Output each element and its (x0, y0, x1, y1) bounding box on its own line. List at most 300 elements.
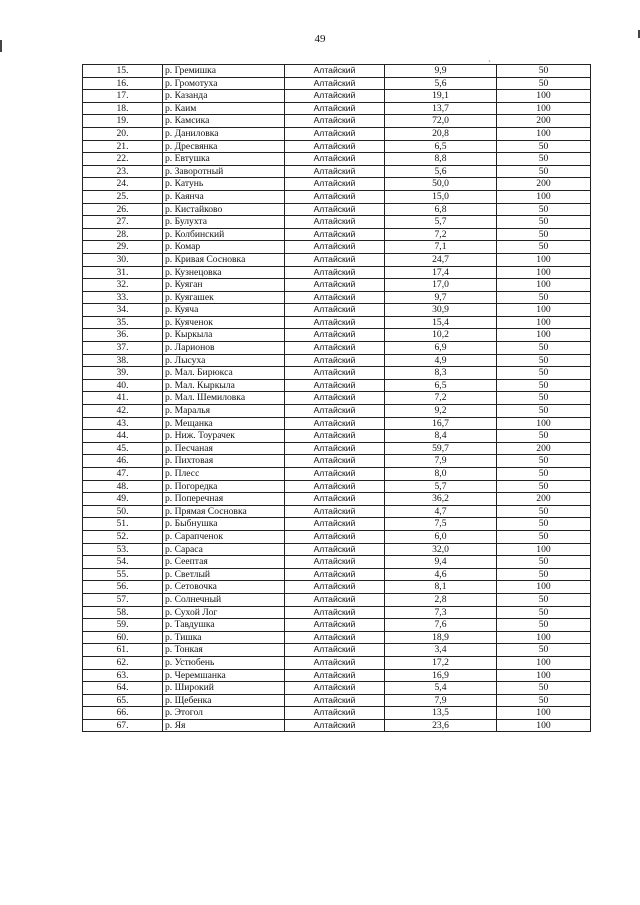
zone-width: 100 (497, 707, 591, 720)
row-number: 37. (83, 342, 163, 355)
zone-width: 50 (497, 228, 591, 241)
row-number: 64. (83, 682, 163, 695)
river-length: 15,0 (385, 190, 497, 203)
river-name: р. Колбинский (163, 228, 285, 241)
river-name: р. Кривая Сосновка (163, 253, 285, 266)
zone-width: 50 (497, 241, 591, 254)
region-name: Алтайский (285, 140, 385, 153)
table-row (83, 493, 591, 506)
river-length: 8,8 (385, 153, 497, 166)
zone-width: 100 (497, 279, 591, 292)
river-length: 6,8 (385, 203, 497, 216)
region-name: Алтайский (285, 65, 385, 78)
river-length: 19,1 (385, 90, 497, 103)
river-length: 7,3 (385, 606, 497, 619)
region-name: Алтайский (285, 279, 385, 292)
region-name: Алтайский (285, 115, 385, 128)
region-name: Алтайский (285, 518, 385, 531)
zone-width: 50 (497, 505, 591, 518)
row-number: 21. (83, 140, 163, 153)
row-number: 63. (83, 669, 163, 682)
row-number: 67. (83, 719, 163, 732)
table-row (83, 140, 591, 153)
table-row (83, 417, 591, 430)
region-name: Алтайский (285, 77, 385, 90)
region-name: Алтайский (285, 127, 385, 140)
zone-width: 100 (497, 266, 591, 279)
river-name: р. Яя (163, 719, 285, 732)
region-name: Алтайский (285, 682, 385, 695)
river-name: р. Маралья (163, 405, 285, 418)
river-name: р. Заворотный (163, 165, 285, 178)
zone-width: 50 (497, 216, 591, 229)
zone-width: 200 (497, 115, 591, 128)
row-number: 15. (83, 65, 163, 78)
table-row (83, 619, 591, 632)
zone-width: 50 (497, 153, 591, 166)
river-length: 5,6 (385, 77, 497, 90)
river-name: р. Тонкая (163, 644, 285, 657)
zone-width: 50 (497, 644, 591, 657)
river-name: р. Булухта (163, 216, 285, 229)
region-name: Алтайский (285, 190, 385, 203)
region-name: Алтайский (285, 707, 385, 720)
zone-width: 50 (497, 455, 591, 468)
row-number: 17. (83, 90, 163, 103)
row-number: 52. (83, 530, 163, 543)
row-number: 65. (83, 694, 163, 707)
table-row (83, 203, 591, 216)
river-name: р. Светлый (163, 568, 285, 581)
river-name: р. Сарапченок (163, 530, 285, 543)
river-name: р. Сараса (163, 543, 285, 556)
river-length: 9,9 (385, 65, 497, 78)
region-name: Алтайский (285, 619, 385, 632)
row-number: 57. (83, 593, 163, 606)
table-row (83, 468, 591, 481)
river-length: 7,6 (385, 619, 497, 632)
row-number: 40. (83, 379, 163, 392)
region-name: Алтайский (285, 581, 385, 594)
zone-width: 50 (497, 518, 591, 531)
table-row (83, 581, 591, 594)
row-number: 62. (83, 656, 163, 669)
zone-width: 100 (497, 127, 591, 140)
row-number: 34. (83, 304, 163, 317)
region-name: Алтайский (285, 505, 385, 518)
zone-width: 100 (497, 316, 591, 329)
region-name: Алтайский (285, 379, 385, 392)
river-name: р. Ларионов (163, 342, 285, 355)
river-length: 32,0 (385, 543, 497, 556)
river-length: 7,9 (385, 694, 497, 707)
table-row (83, 316, 591, 329)
zone-width: 100 (497, 581, 591, 594)
row-number: 39. (83, 367, 163, 380)
river-length: 7,9 (385, 455, 497, 468)
river-name: р. Громотуха (163, 77, 285, 90)
table-row (83, 669, 591, 682)
river-name: р. Щебенка (163, 694, 285, 707)
zone-width: 50 (497, 682, 591, 695)
river-name: р. Мал. Бирюкса (163, 367, 285, 380)
row-number: 42. (83, 405, 163, 418)
zone-width: 50 (497, 480, 591, 493)
zone-width: 50 (497, 619, 591, 632)
river-name: р. Черемшанка (163, 669, 285, 682)
river-length: 17,2 (385, 656, 497, 669)
river-name: р. Погоредка (163, 480, 285, 493)
river-name: р. Куяган (163, 279, 285, 292)
row-number: 36. (83, 329, 163, 342)
table-row (83, 178, 591, 191)
row-number: 51. (83, 518, 163, 531)
region-name: Алтайский (285, 354, 385, 367)
table-row (83, 606, 591, 619)
river-name: р. Прямая Сосновка (163, 505, 285, 518)
river-length: 18,9 (385, 631, 497, 644)
table-row (83, 77, 591, 90)
river-name: р. Солнечный (163, 593, 285, 606)
row-number: 45. (83, 442, 163, 455)
river-length: 10,2 (385, 329, 497, 342)
row-number: 30. (83, 253, 163, 266)
table-row (83, 543, 591, 556)
zone-width: 100 (497, 304, 591, 317)
row-number: 32. (83, 279, 163, 292)
river-length: 9,7 (385, 291, 497, 304)
river-length: 17,4 (385, 266, 497, 279)
row-number: 22. (83, 153, 163, 166)
table-row (83, 127, 591, 140)
river-length: 4,6 (385, 568, 497, 581)
river-length: 9,2 (385, 405, 497, 418)
river-length: 6,9 (385, 342, 497, 355)
table-row (83, 279, 591, 292)
zone-width: 50 (497, 593, 591, 606)
river-name: р. Гремишка (163, 65, 285, 78)
river-length: 5,7 (385, 216, 497, 229)
zone-width: 100 (497, 669, 591, 682)
region-name: Алтайский (285, 216, 385, 229)
region-name: Алтайский (285, 593, 385, 606)
river-name: р. Сухой Лог (163, 606, 285, 619)
region-name: Алтайский (285, 405, 385, 418)
river-name: р. Ниж. Тоурачек (163, 430, 285, 443)
river-length: 20,8 (385, 127, 497, 140)
region-name: Алтайский (285, 241, 385, 254)
region-name: Алтайский (285, 253, 385, 266)
zone-width: 50 (497, 354, 591, 367)
zone-width: 50 (497, 392, 591, 405)
table-row (83, 568, 591, 581)
zone-width: 50 (497, 367, 591, 380)
region-name: Алтайский (285, 669, 385, 682)
region-name: Алтайский (285, 493, 385, 506)
row-number: 44. (83, 430, 163, 443)
row-number: 49. (83, 493, 163, 506)
zone-width: 50 (497, 468, 591, 481)
river-name: р. Тавдушка (163, 619, 285, 632)
table-row (83, 644, 591, 657)
river-length: 17,0 (385, 279, 497, 292)
zone-width: 100 (497, 631, 591, 644)
table-row (83, 102, 591, 115)
row-number: 43. (83, 417, 163, 430)
region-name: Алтайский (285, 644, 385, 657)
row-number: 23. (83, 165, 163, 178)
zone-width: 100 (497, 253, 591, 266)
river-length: 3,4 (385, 644, 497, 657)
table-row (83, 392, 591, 405)
table-row (83, 405, 591, 418)
river-length: 50,0 (385, 178, 497, 191)
river-name: р. Комар (163, 241, 285, 254)
row-number: 47. (83, 468, 163, 481)
region-name: Алтайский (285, 656, 385, 669)
river-length: 15,4 (385, 316, 497, 329)
river-length: 6,0 (385, 530, 497, 543)
table-row (83, 190, 591, 203)
river-name: р. Кистайково (163, 203, 285, 216)
table-row (83, 291, 591, 304)
river-name: р. Этогол (163, 707, 285, 720)
river-name: р. Евтушка (163, 153, 285, 166)
zone-width: 50 (497, 65, 591, 78)
river-name: р. Дресвянка (163, 140, 285, 153)
row-number: 59. (83, 619, 163, 632)
region-name: Алтайский (285, 556, 385, 569)
river-name: р. Лысуха (163, 354, 285, 367)
table-row (83, 379, 591, 392)
river-name: р. Сетовочка (163, 581, 285, 594)
river-length: 13,5 (385, 707, 497, 720)
river-name: р. Мал. Шемиловка (163, 392, 285, 405)
table-row (83, 354, 591, 367)
row-number: 56. (83, 581, 163, 594)
river-length: 16,9 (385, 669, 497, 682)
row-number: 58. (83, 606, 163, 619)
river-name: р. Катунь (163, 178, 285, 191)
region-name: Алтайский (285, 266, 385, 279)
table-row (83, 505, 591, 518)
zone-width: 50 (497, 568, 591, 581)
row-number: 60. (83, 631, 163, 644)
row-number: 31. (83, 266, 163, 279)
zone-width: 100 (497, 719, 591, 732)
zone-width: 50 (497, 606, 591, 619)
river-length: 6,5 (385, 379, 497, 392)
zone-width: 200 (497, 493, 591, 506)
region-name: Алтайский (285, 480, 385, 493)
river-name: р. Кыркыла (163, 329, 285, 342)
table-row (83, 455, 591, 468)
region-name: Алтайский (285, 367, 385, 380)
zone-width: 100 (497, 90, 591, 103)
table-row (83, 266, 591, 279)
river-name: р. Сеептая (163, 556, 285, 569)
river-length: 30,9 (385, 304, 497, 317)
row-number: 18. (83, 102, 163, 115)
river-length: 7,2 (385, 392, 497, 405)
stray-mark: ˏ (488, 52, 491, 62)
table-body (83, 65, 591, 732)
region-name: Алтайский (285, 530, 385, 543)
river-length: 59,7 (385, 442, 497, 455)
zone-width: 100 (497, 543, 591, 556)
table-row (83, 719, 591, 732)
region-name: Алтайский (285, 694, 385, 707)
row-number: 41. (83, 392, 163, 405)
river-name: р. Быбнушка (163, 518, 285, 531)
row-number: 33. (83, 291, 163, 304)
river-name: р. Пихтовая (163, 455, 285, 468)
zone-width: 50 (497, 203, 591, 216)
region-name: Алтайский (285, 719, 385, 732)
river-name: р. Казанда (163, 90, 285, 103)
river-length: 6,5 (385, 140, 497, 153)
region-name: Алтайский (285, 102, 385, 115)
river-name: р. Мал. Кыркыла (163, 379, 285, 392)
region-name: Алтайский (285, 291, 385, 304)
zone-width: 50 (497, 694, 591, 707)
table-row (83, 153, 591, 166)
zone-width: 100 (497, 417, 591, 430)
river-name: р. Поперечная (163, 493, 285, 506)
region-name: Алтайский (285, 153, 385, 166)
row-number: 20. (83, 127, 163, 140)
table-row (83, 556, 591, 569)
river-length: 7,2 (385, 228, 497, 241)
page-number: 49 (314, 33, 326, 45)
region-name: Алтайский (285, 568, 385, 581)
river-length: 72,0 (385, 115, 497, 128)
row-number: 61. (83, 644, 163, 657)
zone-width: 100 (497, 329, 591, 342)
river-length: 5,4 (385, 682, 497, 695)
region-name: Алтайский (285, 543, 385, 556)
table-row (83, 253, 591, 266)
table-row (83, 430, 591, 443)
river-name: р. Куягашек (163, 291, 285, 304)
region-name: Алтайский (285, 178, 385, 191)
zone-width: 50 (497, 165, 591, 178)
table-row (83, 593, 591, 606)
row-number: 28. (83, 228, 163, 241)
row-number: 24. (83, 178, 163, 191)
table-row (83, 165, 591, 178)
table-row (83, 342, 591, 355)
river-length: 8,0 (385, 468, 497, 481)
region-name: Алтайский (285, 468, 385, 481)
region-name: Алтайский (285, 228, 385, 241)
river-name: р. Даниловка (163, 127, 285, 140)
row-number: 27. (83, 216, 163, 229)
river-length: 5,6 (385, 165, 497, 178)
river-length: 5,7 (385, 480, 497, 493)
region-name: Алтайский (285, 203, 385, 216)
table-row (83, 694, 591, 707)
zone-width: 100 (497, 102, 591, 115)
river-length: 7,5 (385, 518, 497, 531)
region-name: Алтайский (285, 430, 385, 443)
region-name: Алтайский (285, 316, 385, 329)
zone-width: 50 (497, 342, 591, 355)
river-length: 23,6 (385, 719, 497, 732)
region-name: Алтайский (285, 442, 385, 455)
river-length: 8,4 (385, 430, 497, 443)
river-length: 16,7 (385, 417, 497, 430)
zone-width: 100 (497, 656, 591, 669)
table-row (83, 367, 591, 380)
zone-width: 50 (497, 379, 591, 392)
table-row (83, 115, 591, 128)
table-row (83, 707, 591, 720)
table-row (83, 90, 591, 103)
region-name: Алтайский (285, 165, 385, 178)
table-row (83, 442, 591, 455)
river-length: 9,4 (385, 556, 497, 569)
table-row (83, 304, 591, 317)
row-number: 66. (83, 707, 163, 720)
zone-width: 50 (497, 530, 591, 543)
river-name: р. Кузнецовка (163, 266, 285, 279)
zone-width: 100 (497, 190, 591, 203)
river-length: 2,8 (385, 593, 497, 606)
region-name: Алтайский (285, 304, 385, 317)
zone-width: 50 (497, 556, 591, 569)
zone-width: 50 (497, 291, 591, 304)
table-row (83, 329, 591, 342)
region-name: Алтайский (285, 631, 385, 644)
river-name: р. Каим (163, 102, 285, 115)
region-name: Алтайский (285, 606, 385, 619)
table-row (83, 682, 591, 695)
row-number: 54. (83, 556, 163, 569)
zone-width: 200 (497, 178, 591, 191)
region-name: Алтайский (285, 455, 385, 468)
region-name: Алтайский (285, 329, 385, 342)
river-length: 7,1 (385, 241, 497, 254)
row-number: 38. (83, 354, 163, 367)
river-name: р. Плесс (163, 468, 285, 481)
river-length: 24,7 (385, 253, 497, 266)
zone-width: 200 (497, 442, 591, 455)
river-name: р. Каянча (163, 190, 285, 203)
zone-width: 50 (497, 77, 591, 90)
river-table (82, 64, 591, 732)
river-name: р. Тишка (163, 631, 285, 644)
row-number: 55. (83, 568, 163, 581)
river-name: р. Мещанка (163, 417, 285, 430)
row-number: 29. (83, 241, 163, 254)
row-number: 48. (83, 480, 163, 493)
river-name: р. Камсика (163, 115, 285, 128)
table-row (83, 228, 591, 241)
river-length: 4,7 (385, 505, 497, 518)
river-name: р. Песчаная (163, 442, 285, 455)
river-length: 13,7 (385, 102, 497, 115)
row-number: 16. (83, 77, 163, 90)
table-row (83, 216, 591, 229)
river-name: р. Устюбень (163, 656, 285, 669)
row-number: 25. (83, 190, 163, 203)
river-length: 36,2 (385, 493, 497, 506)
river-length: 8,3 (385, 367, 497, 380)
row-number: 19. (83, 115, 163, 128)
table-row (83, 530, 591, 543)
river-name: р. Широкий (163, 682, 285, 695)
